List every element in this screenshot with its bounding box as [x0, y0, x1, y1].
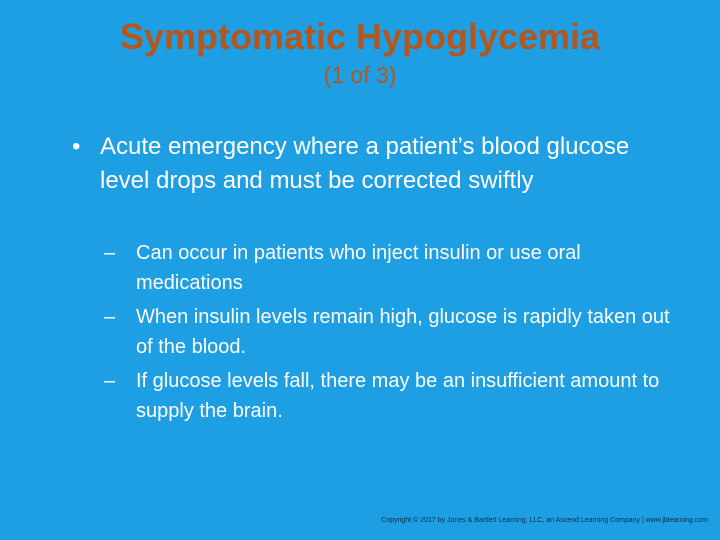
sub-bullet-text: When insulin levels remain high, glucose is rapidly taken out of the blood.: [136, 306, 670, 358]
sub-bullet-text: If glucose levels fall, there may be an insufficient amount to supply the brain.: [136, 370, 660, 422]
slide-subtitle: (1 of 3): [323, 62, 397, 88]
sub-bullet-text: Can occur in patients who inject insulin or use oral medications: [136, 242, 581, 294]
sub-bullet-marker: –: [104, 306, 116, 328]
bullet-marker: •: [72, 133, 81, 160]
sub-bullet-marker: –: [104, 242, 116, 264]
main-bullet-text: Acute emergency where a patient’s blood glucose level drops and must be corrected swiftly: [100, 133, 630, 194]
slide-title: Symptomatic Hypoglycemia: [119, 16, 601, 57]
copyright-footer: Copyright © 2017 by Jones & Bartlett Learning, LLC, an Ascend Learning Company | www.jblearning.com: [381, 517, 708, 524]
sub-bullet-marker: –: [104, 370, 116, 392]
